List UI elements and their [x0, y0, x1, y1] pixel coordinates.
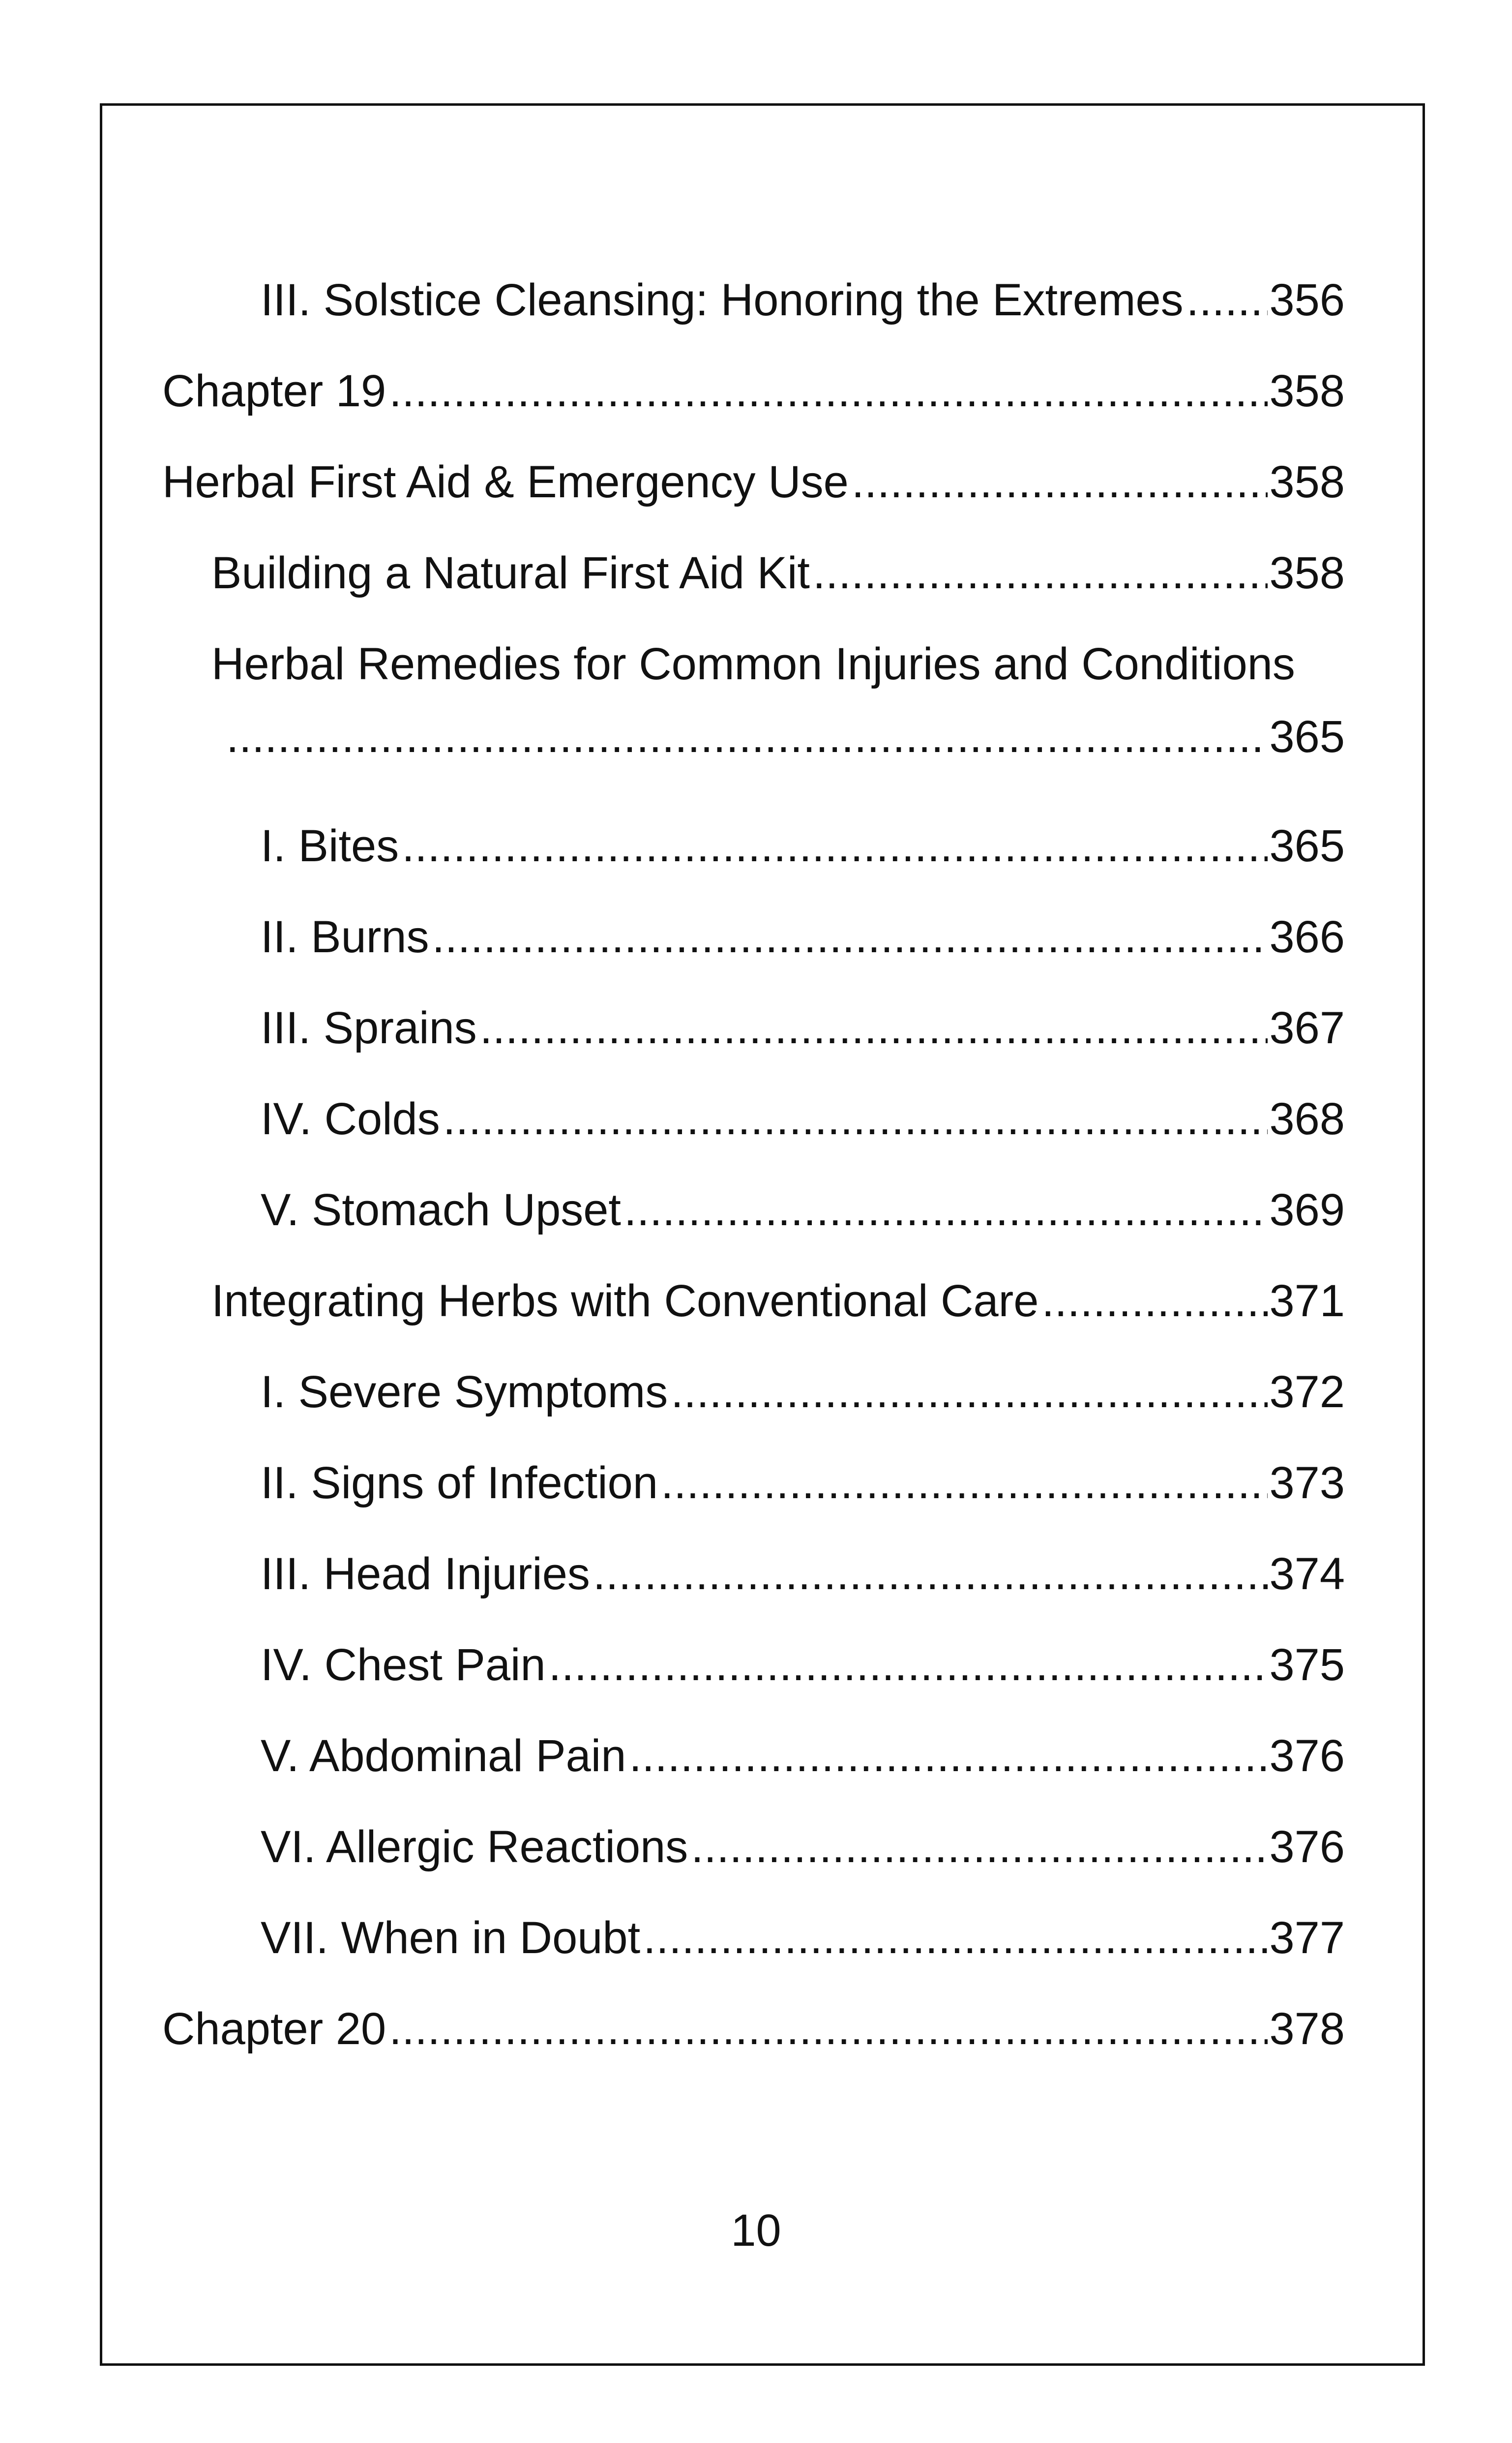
toc-entry-title: III. Sprains: [261, 1003, 477, 1053]
toc-entry[interactable]: [162, 1547, 1345, 1638]
toc-entry-page: 371: [1269, 1276, 1345, 1326]
toc-entry-page: 375: [1269, 1640, 1345, 1690]
toc-entry[interactable]: [162, 1729, 1345, 1820]
toc-entry[interactable]: [162, 1638, 1345, 1729]
toc-entry[interactable]: [162, 1274, 1345, 1365]
toc-entry-title: V. Abdominal Pain: [261, 1731, 626, 1781]
toc-entry[interactable]: [162, 1911, 1345, 2002]
toc-entry-title: II. Burns: [261, 912, 429, 962]
toc-entry-page: 366: [1269, 912, 1345, 962]
toc-entry[interactable]: [162, 819, 1345, 910]
toc-entry[interactable]: [162, 637, 1345, 819]
toc-entry-page: 358: [1269, 457, 1345, 507]
toc-entry-title: III. Head Injuries: [261, 1549, 590, 1599]
toc-entry[interactable]: [162, 2002, 1345, 2093]
toc-entry-title: IV. Chest Pain: [261, 1640, 546, 1690]
toc-entry-title: I. Severe Symptoms: [261, 1367, 668, 1417]
toc-entry[interactable]: [162, 1001, 1345, 1092]
toc-entry-page: 374: [1269, 1549, 1345, 1599]
dot-leader: [643, 1911, 1267, 1965]
toc-entry-page: 365: [1269, 712, 1345, 762]
toc-entry[interactable]: [162, 1183, 1345, 1274]
table-of-contents: [162, 273, 1345, 2093]
dot-leader: [661, 1456, 1267, 1510]
dot-leader: [852, 455, 1268, 509]
toc-entry-title: VI. Allergic Reactions: [261, 1822, 688, 1872]
page-number: 10: [731, 2205, 781, 2256]
toc-entry-page: 365: [1269, 821, 1345, 871]
toc-entry-title: IV. Colds: [261, 1094, 440, 1144]
toc-entry-page: 377: [1269, 1913, 1345, 1963]
toc-entry-title: V. Stomach Upset: [261, 1185, 621, 1235]
toc-entry-title: Chapter 19: [162, 366, 386, 416]
dot-leader: [432, 910, 1268, 964]
toc-entry-title: Integrating Herbs with Conventional Care: [211, 1276, 1039, 1326]
toc-entry-page: 358: [1269, 366, 1345, 416]
toc-entry-title: Building a Natural First Aid Kit: [211, 548, 810, 598]
toc-entry-page: 376: [1269, 1822, 1345, 1872]
toc-entry-title: Herbal First Aid & Emergency Use: [162, 457, 849, 507]
toc-entry-page: 369: [1269, 1185, 1345, 1235]
dot-leader: [549, 1638, 1268, 1692]
dot-leader: [1041, 1274, 1267, 1328]
dot-leader: [389, 2002, 1267, 2056]
dot-leader: [624, 1183, 1268, 1237]
dot-leader: [691, 1820, 1267, 1874]
toc-entry[interactable]: [162, 1365, 1345, 1456]
toc-entry[interactable]: [162, 364, 1345, 455]
dot-leader: [443, 1092, 1268, 1146]
toc-entry[interactable]: [162, 910, 1345, 1001]
toc-entry-title: II. Signs of Infection: [261, 1458, 658, 1508]
toc-entry-page: 373: [1269, 1458, 1345, 1508]
dot-leader: [402, 819, 1267, 873]
dot-leader: [226, 710, 1268, 764]
toc-entry-title: VII. When in Doubt: [261, 1913, 641, 1963]
dot-leader: [480, 1001, 1268, 1055]
toc-entry-page: 356: [1269, 275, 1345, 325]
toc-entry[interactable]: [162, 1456, 1345, 1547]
toc-entry-page: 376: [1269, 1731, 1345, 1781]
toc-entry-page: 378: [1269, 2004, 1345, 2054]
dot-leader: [389, 364, 1267, 418]
dot-leader: [671, 1365, 1267, 1419]
toc-entry-page: 358: [1269, 548, 1345, 598]
toc-entry[interactable]: [162, 273, 1345, 364]
dot-leader: [813, 546, 1268, 600]
toc-entry[interactable]: [162, 1820, 1345, 1911]
toc-entry-page: 368: [1269, 1094, 1345, 1144]
toc-entry[interactable]: [162, 546, 1345, 637]
toc-entry-title: III. Solstice Cleansing: Honoring the Extremes: [261, 275, 1184, 325]
toc-entry[interactable]: [162, 1092, 1345, 1183]
dot-leader: [1186, 273, 1268, 327]
dot-leader: [629, 1729, 1267, 1783]
toc-entry-title: I. Bites: [261, 821, 399, 871]
toc-entry-title: Herbal Remedies for Common Injuries and Conditions: [211, 639, 1295, 689]
toc-entry-page: 367: [1269, 1003, 1345, 1053]
toc-entry-title: Chapter 20: [162, 2004, 386, 2054]
dot-leader: [593, 1547, 1268, 1601]
toc-entry[interactable]: [162, 455, 1345, 546]
toc-entry-page: 372: [1269, 1367, 1345, 1417]
toc-entry-leader-line: [211, 710, 1345, 764]
